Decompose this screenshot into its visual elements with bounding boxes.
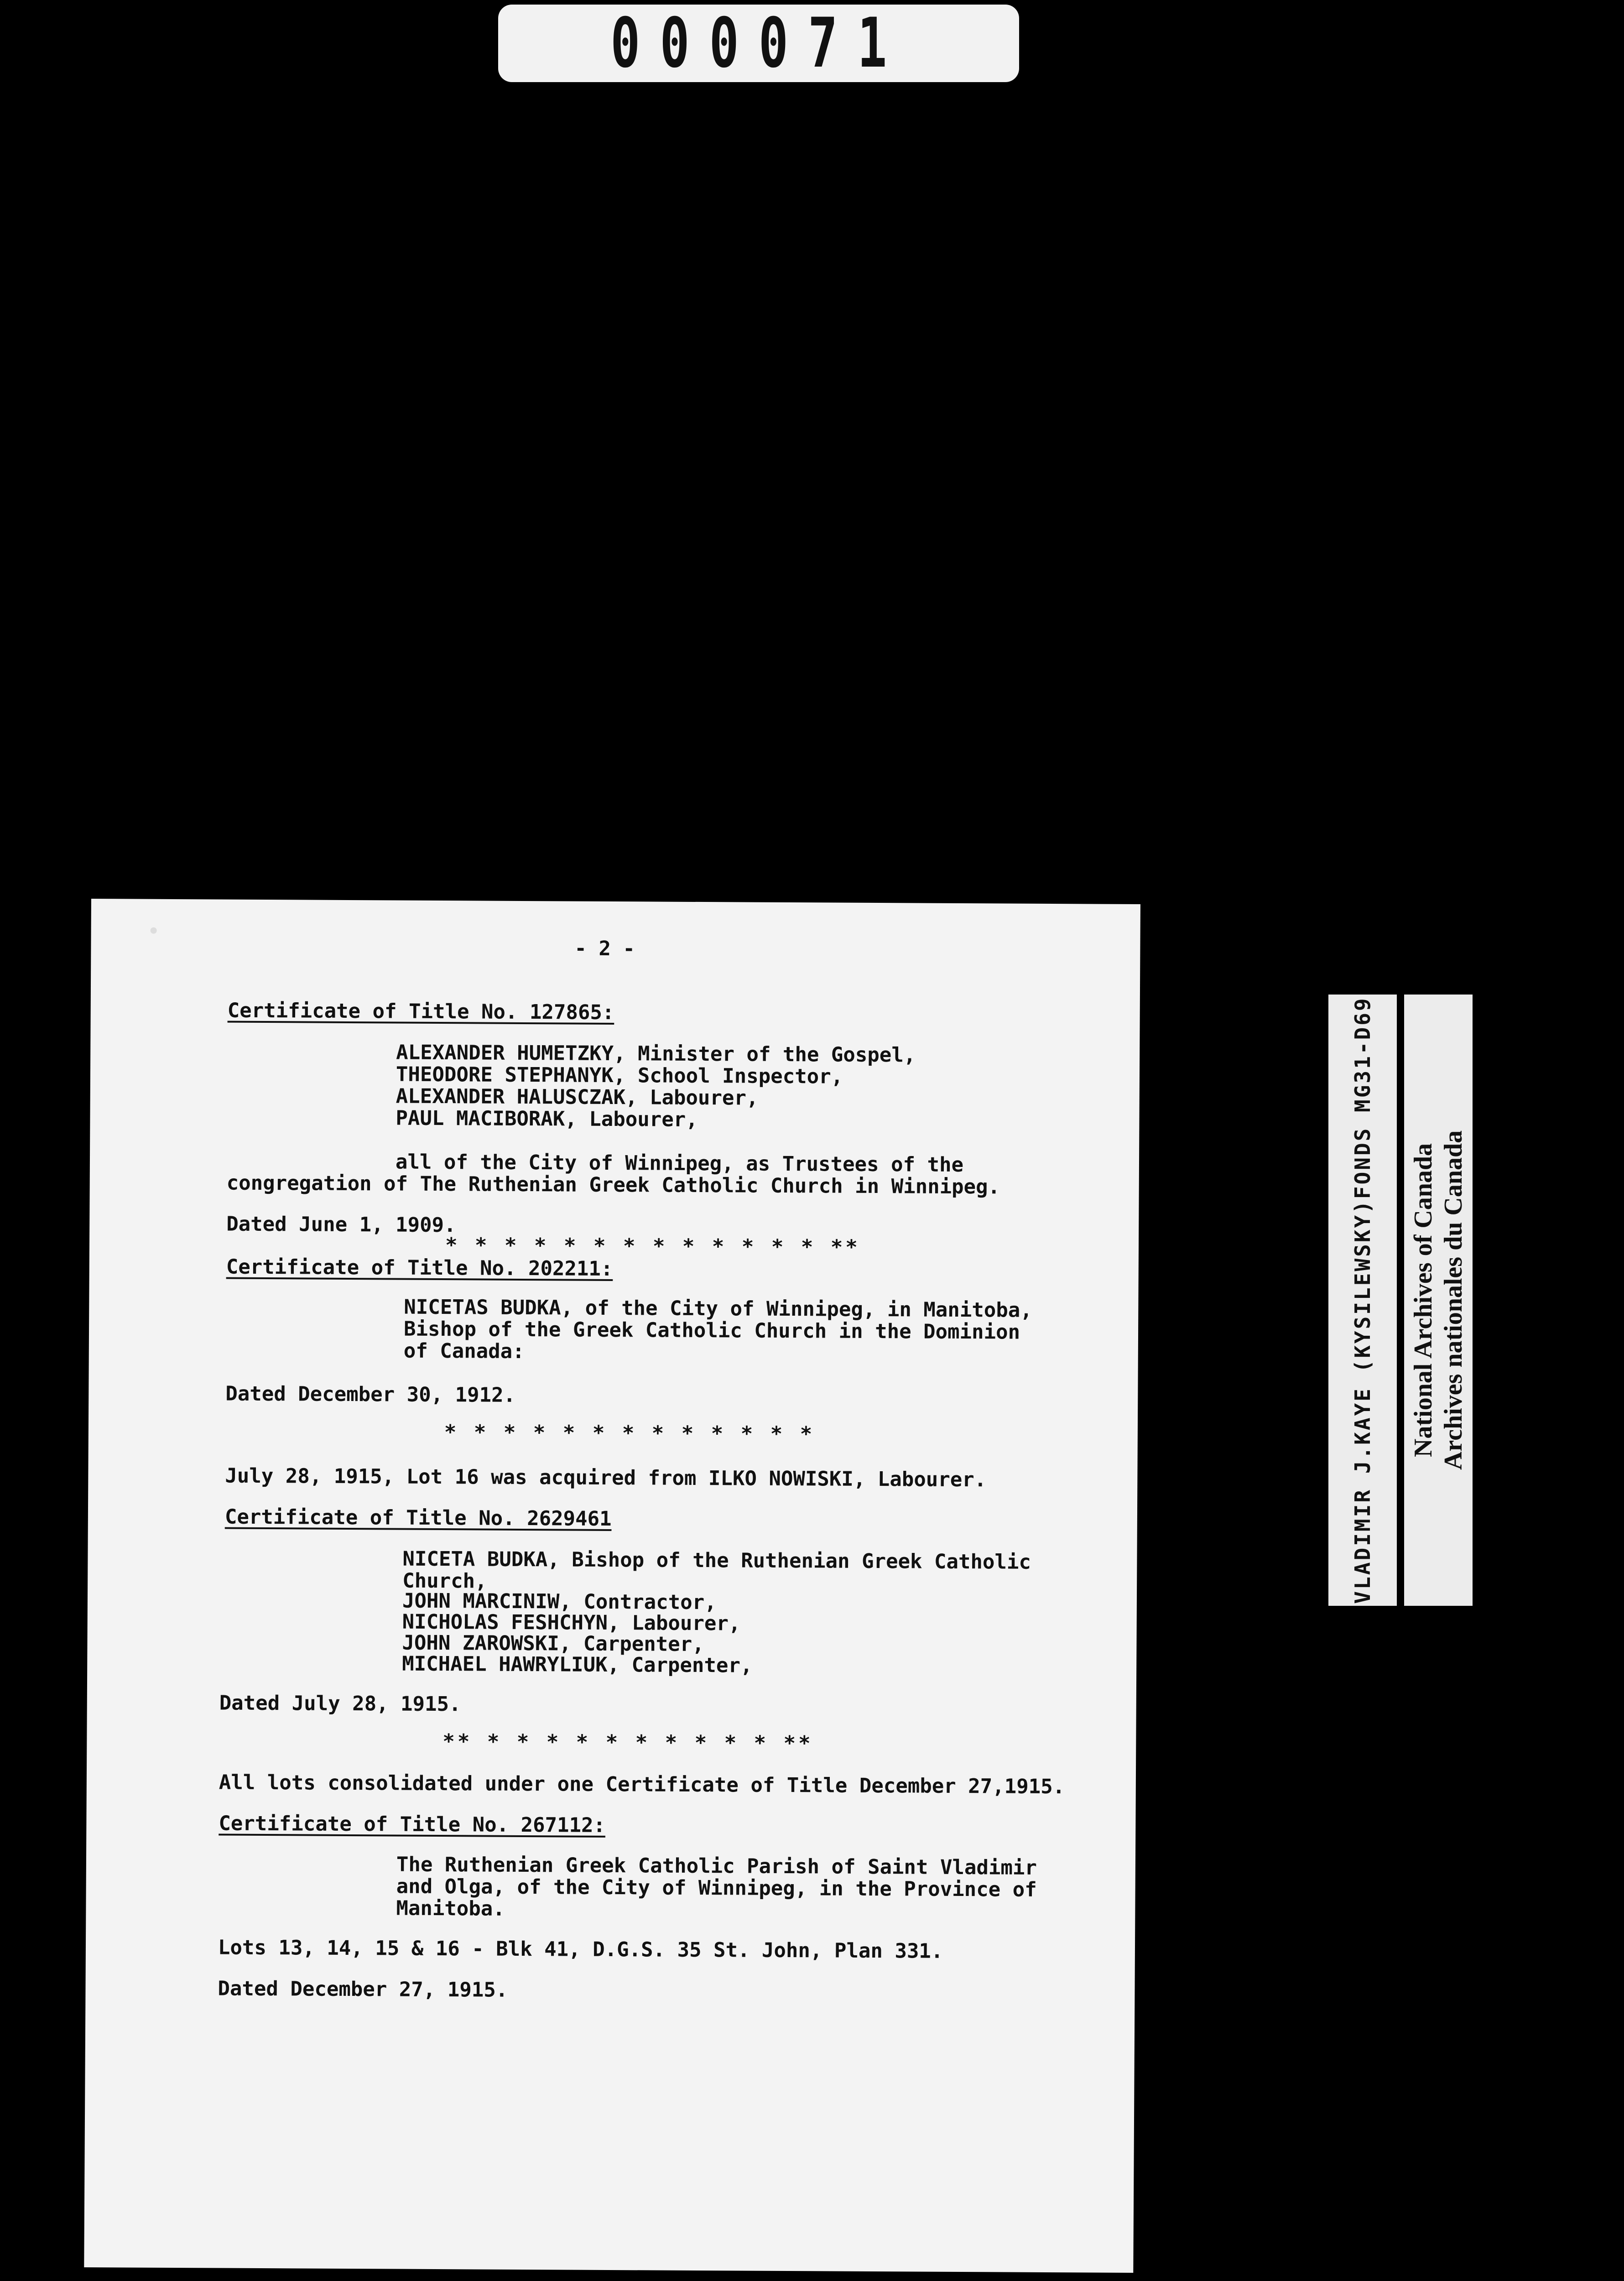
archives-label	[1404, 995, 1473, 1606]
frame-number: 000071	[610, 4, 907, 83]
date-line: Dated June 1, 1909.	[226, 1212, 456, 1237]
certificate-heading: Certificate of Title No. 127865:	[227, 999, 614, 1025]
date-line: Dated July 28, 1915.	[219, 1691, 461, 1716]
document-page	[84, 899, 1140, 2273]
fonds-label-text: VLADIMIR J.KAYE (KYSILEWSKY)FONDS MG31-D69	[1350, 996, 1375, 1604]
paragraph-line: July 28, 1915, Lot 16 was acquired from ILKO NOWISKI, Labourer.	[225, 1464, 987, 1492]
paragraph-line: The Ruthenian Greek Catholic Parish of Saint Vladimir	[396, 1853, 1037, 1880]
paragraph-line: Bishop of the Greek Catholic Church in the Dominion	[403, 1317, 1020, 1344]
owner-line: MICHAEL HAWRYLIUK, Carpenter,	[402, 1652, 753, 1677]
certificate-heading: Certificate of Title No. 267112:	[219, 1812, 606, 1837]
paragraph-line: of Canada:	[403, 1339, 525, 1363]
paragraph-line: all of the City of Winnipeg, as Trustees of the	[395, 1150, 964, 1177]
owner-line: Church,	[402, 1569, 487, 1593]
trustee-line: THEODORE STEPHANYK, School Inspector,	[396, 1062, 843, 1088]
page-number: - 2 -	[574, 937, 635, 961]
separator: ** * * * * * * * * * * **	[442, 1730, 813, 1755]
archives-label-fr: Archives nationales du Canada	[1439, 1130, 1468, 1470]
paragraph-line: Manitoba.	[396, 1896, 505, 1921]
date-line: Dated December 30, 1912.	[225, 1382, 516, 1407]
film-speck	[151, 927, 157, 934]
trustee-line: ALEXANDER HALUSCZAK, Labourer,	[396, 1084, 759, 1110]
archives-label-text	[1408, 1130, 1468, 1470]
archives-label-en: National Archives of Canada	[1409, 1143, 1437, 1458]
paragraph-line: Lots 13, 14, 15 & 16 - Blk 41, D.G.S. 35 St. John, Plan 331.	[218, 1936, 943, 1963]
owner-line: JOHN MARCINIW, Contractor,	[402, 1589, 717, 1614]
paragraph-line: and Olga, of the City of Winnipeg, in the Province of	[396, 1875, 1037, 1901]
paragraph-line: congregation of The Ruthenian Greek Catholic Church in Winnipeg.	[226, 1171, 1000, 1199]
trustee-line: ALEXANDER HUMETZKY, Minister of the Gospel,	[396, 1041, 916, 1067]
date-line: Dated December 27, 1915.	[218, 1977, 508, 2002]
trustee-line: PAUL MACIBORAK, Labourer,	[396, 1106, 698, 1131]
certificate-heading: Certificate of Title No. 202211:	[226, 1255, 613, 1281]
owner-line: NICHOLAS FESHCHYN, Labourer,	[402, 1610, 741, 1635]
frame-number-strip	[498, 5, 1019, 82]
certificate-heading: Certificate of Title No. 2629461	[224, 1505, 612, 1531]
owner-line: NICETA BUDKA, Bishop of the Ruthenian Greek Catholic	[402, 1547, 1031, 1574]
separator: * * * * * * * * * * * * * **	[445, 1234, 860, 1259]
paragraph-line: All lots consolidated under one Certificate of Title December 27,1915.	[219, 1771, 1065, 1799]
paragraph-line: NICETAS BUDKA, of the City of Winnipeg, in Manitoba,	[404, 1295, 1032, 1322]
owner-line: JOHN ZAROWSKI, Carpenter,	[402, 1631, 704, 1656]
separator: * * * * * * * * * * * * *	[444, 1421, 815, 1446]
fonds-label	[1328, 995, 1397, 1606]
